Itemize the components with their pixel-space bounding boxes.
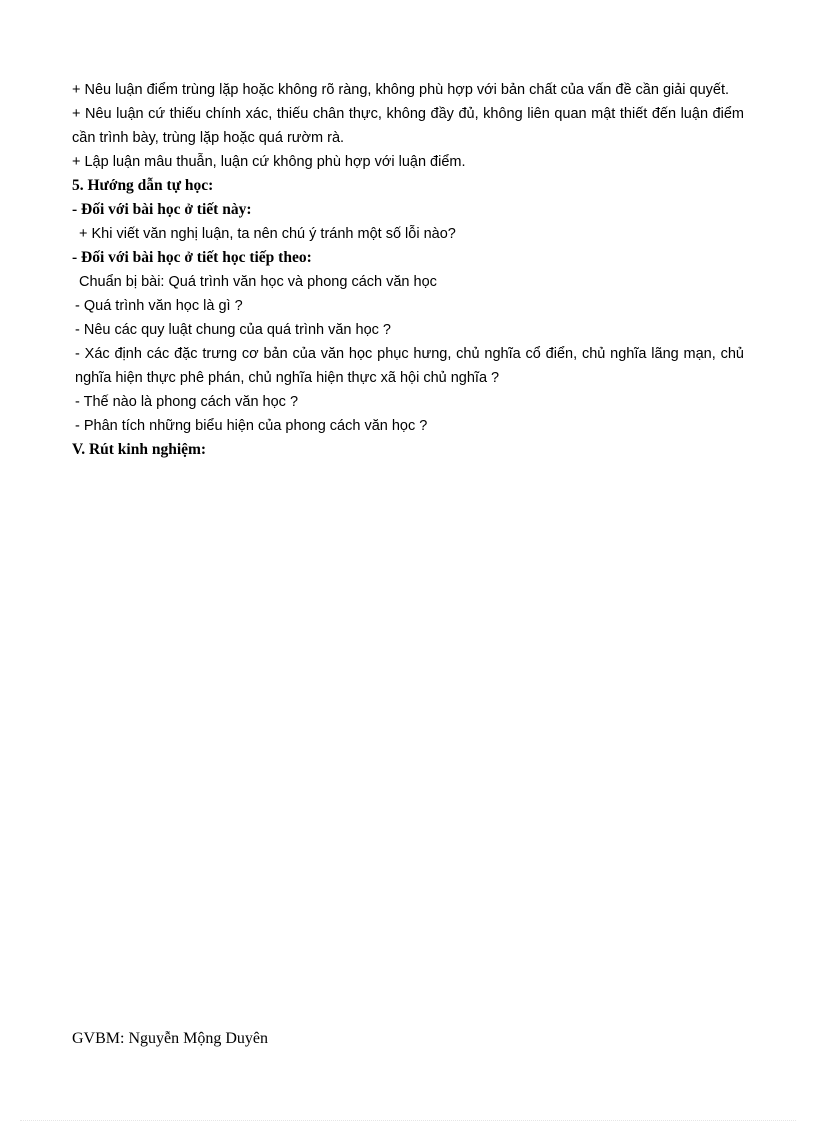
- question-phong-cach: - Thế nào là phong cách văn học ?: [75, 394, 299, 410]
- subheading-tiet-nay: - Đối với bài học ở tiết này:: [72, 201, 252, 218]
- question-bieu-hien: - Phân tích những biểu hiện của phong cách văn học ?: [75, 418, 428, 434]
- question-qua-trinh: - Quá trình văn học là gì ?: [75, 298, 243, 314]
- paragraph-luan-cu: + Nêu luận cứ thiếu chính xác, thiếu chân thực, không đầy đủ, không liên quan mật thiết đến luận điểm cần trình bày, trùng lặp hoặc quá rườm rà.: [72, 106, 744, 146]
- document-body: [72, 78, 744, 462]
- paragraph-luan-diem: + Nêu luận điểm trùng lặp hoặc không rõ ràng, không phù hợp với bản chất của vấn đề cần giải quyết.: [72, 82, 730, 98]
- paragraph-lap-luan: + Lập luận mâu thuẫn, luận cứ không phù hợp với luận điểm.: [72, 154, 466, 170]
- subheading-tiet-tiep-theo: - Đối với bài học ở tiết học tiếp theo:: [72, 249, 312, 266]
- question-dac-trung: - Xác định các đặc trưng cơ bản của văn học phục hưng, chủ nghĩa cổ điển, chủ nghĩa lãng mạn, chủ nghĩa hiện thực phê phán, chủ nghĩa hiện thực xã hội chủ nghĩa ?: [75, 346, 744, 386]
- teacher-signature: GVBM: Nguyễn Mộng Duyên: [72, 1030, 268, 1047]
- section-heading-huong-dan: 5. Hướng dẫn tự học:: [72, 177, 214, 194]
- prepare-lesson-line: Chuẩn bị bài: Quá trình văn học và phong cách văn học: [79, 274, 437, 290]
- question-loi-van-nghi-luan: + Khi viết văn nghị luận, ta nên chú ý tránh một số lỗi nào?: [79, 226, 456, 242]
- page-bottom-divider: [20, 1120, 796, 1121]
- question-quy-luat: - Nêu các quy luật chung của quá trình văn học ?: [75, 322, 391, 338]
- section-heading-rut-kinh-nghiem: V. Rút kinh nghiệm:: [72, 441, 207, 458]
